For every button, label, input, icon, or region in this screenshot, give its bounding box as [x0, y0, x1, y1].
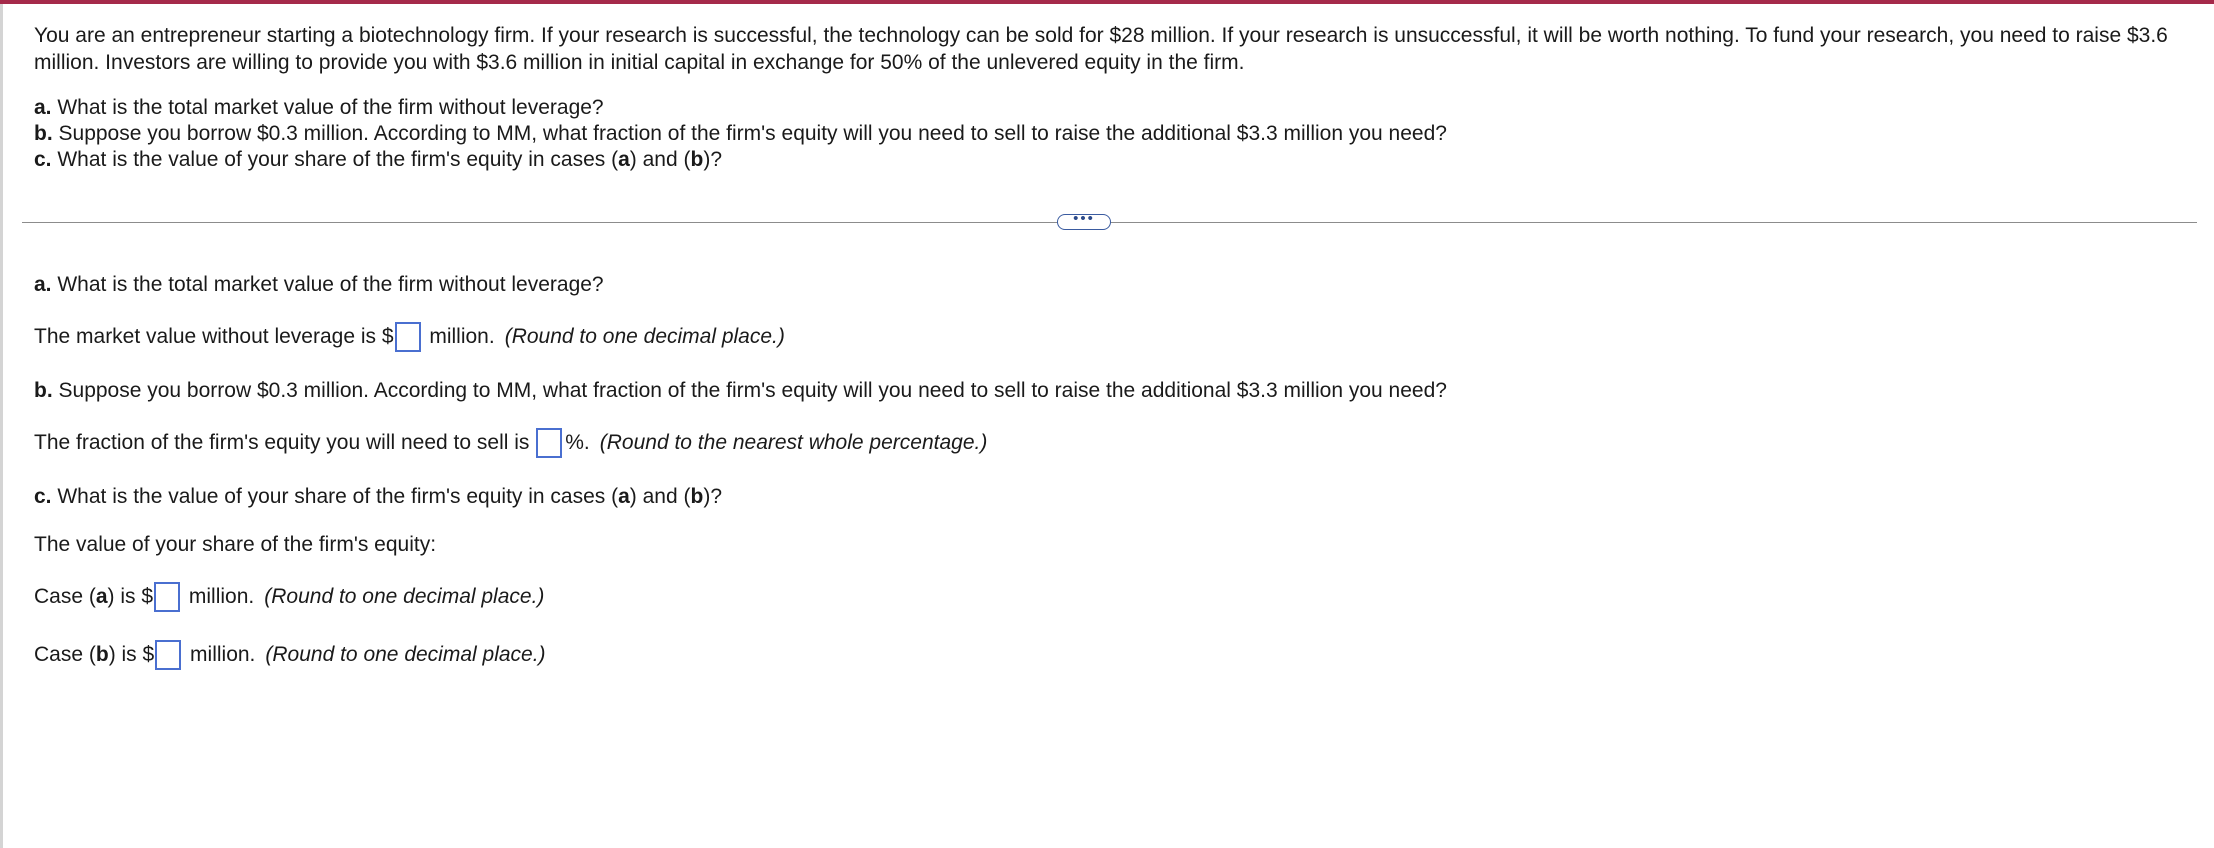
- question-c-case-b: b: [690, 148, 704, 171]
- top-accent-bar: [0, 0, 2214, 4]
- question-list: [34, 95, 2184, 173]
- case-a-suffix: million.: [183, 585, 255, 608]
- answer-b-prefix: The fraction of the firm's equity you will need to sell is: [34, 431, 536, 454]
- question-b-text: Suppose you borrow $0.3 million. According to MM, what fraction of the firm's equity will you need to sell to raise the additional $3.3 million you need?: [52, 122, 1447, 145]
- question-a-label: a.: [34, 96, 52, 119]
- case-b-hint: (Round to one decimal place.): [265, 643, 546, 666]
- question-c: [34, 147, 2184, 173]
- case-a-prefix-2: ) is $: [107, 585, 154, 608]
- case-b-prefix-1: Case (: [34, 643, 96, 666]
- equity-fraction-input[interactable]: [536, 428, 562, 458]
- case-b-bold: b: [95, 643, 109, 666]
- question-c-label: c.: [34, 148, 52, 171]
- question-c-text-1: What is the value of your share of the firm's equity in cases (: [51, 148, 619, 171]
- expand-more-button[interactable]: [1057, 210, 1111, 230]
- answer-question-c-label: c.: [34, 485, 52, 508]
- answer-question-b-text: Suppose you borrow $0.3 million. According to MM, what fraction of the firm's equity will you need to sell to raise the additional $3.3 million you need?: [52, 379, 1447, 402]
- answer-row-case-b: [34, 640, 546, 670]
- question-c-case-a: a: [618, 148, 630, 171]
- answer-a-prefix: The market value without leverage is $: [34, 325, 394, 348]
- answer-question-a: [34, 270, 604, 300]
- answer-row-case-a: [34, 582, 544, 612]
- ellipsis-icon: •••: [1073, 210, 1095, 227]
- case-b-suffix: million.: [184, 643, 256, 666]
- answer-row-b: [34, 428, 987, 458]
- answer-a-hint: (Round to one decimal place.): [504, 325, 785, 348]
- answer-question-c-text-2: ) and (: [629, 485, 691, 508]
- question-b: [34, 121, 2184, 147]
- problem-intro: You are an entrepreneur starting a biotechnology firm. If your research is successful, the technology can be sold for $28 million. If your research is unsuccessful, it will be worth nothing. To fund your research, you need to raise $3.6 million. Investors are willing to provide you with $3.6 million in initial capital in exchange for 50% of the unlevered equity in the firm.: [34, 24, 2168, 74]
- question-a-text: What is the total market value of the firm without leverage?: [51, 96, 604, 119]
- question-c-text-3: )?: [703, 148, 723, 171]
- answer-question-b: [34, 376, 1447, 406]
- answer-b-hint: (Round to the nearest whole percentage.): [599, 431, 988, 454]
- answer-b-suffix: %.: [565, 431, 590, 454]
- case-a-hint: (Round to one decimal place.): [264, 585, 545, 608]
- answer-question-c-text-3: )?: [703, 485, 723, 508]
- case-b-value-input[interactable]: [155, 640, 181, 670]
- answer-question-c-case-a: a: [618, 485, 630, 508]
- share-value-label: The value of your share of the firm's equity:: [34, 533, 437, 556]
- answer-question-c: [34, 482, 722, 512]
- answer-question-a-label: a.: [34, 273, 52, 296]
- case-a-bold: a: [95, 585, 108, 608]
- answer-question-a-text: What is the total market value of the firm without leverage?: [51, 273, 604, 296]
- problem-statement: [34, 22, 2184, 173]
- case-b-prefix-2: ) is $: [108, 643, 155, 666]
- left-border: [0, 4, 3, 848]
- case-a-value-input[interactable]: [154, 582, 180, 612]
- case-a-prefix-1: Case (: [34, 585, 96, 608]
- answer-a-suffix: million.: [423, 325, 495, 348]
- answer-question-b-label: b.: [34, 379, 53, 402]
- answer-row-a: [34, 322, 785, 352]
- answer-question-c-text-1: What is the value of your share of the firm's equity in cases (: [51, 485, 619, 508]
- answer-question-c-case-b: b: [690, 485, 704, 508]
- question-a: [34, 95, 2184, 121]
- question-b-label: b.: [34, 122, 53, 145]
- question-c-text-2: ) and (: [629, 148, 691, 171]
- market-value-input[interactable]: [395, 322, 421, 352]
